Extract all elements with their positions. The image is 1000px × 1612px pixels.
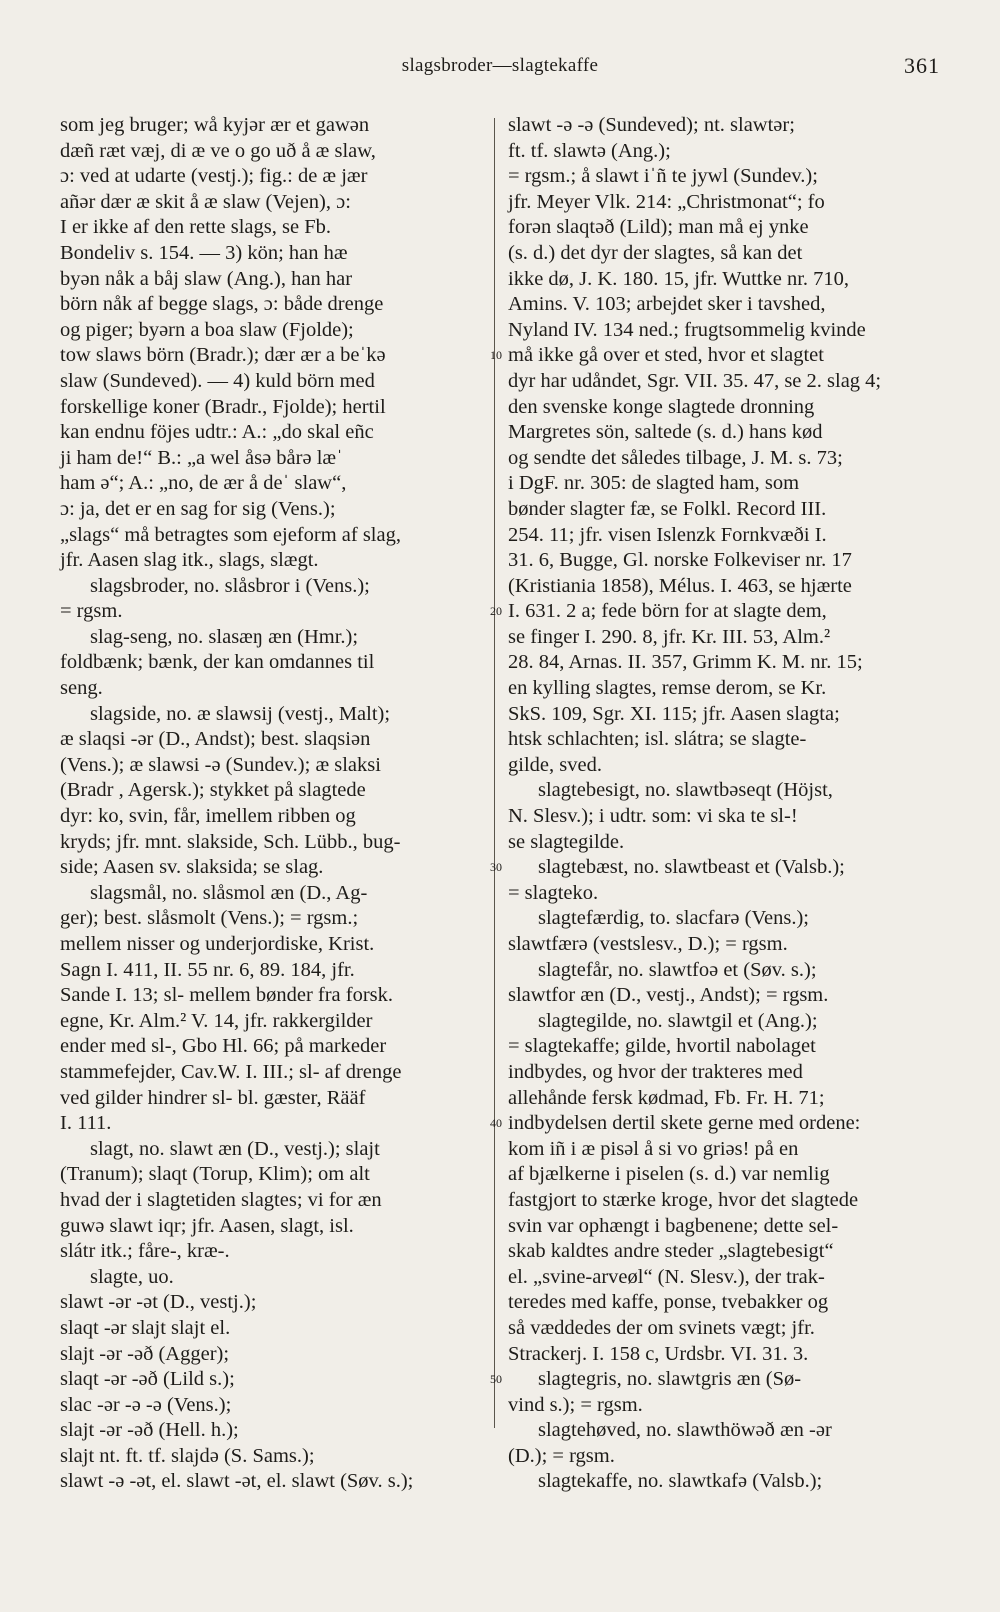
text-line: teredes med kaffe, ponse, tvebakker og — [508, 1291, 829, 1314]
text-line: af bjælkerne i piselen (s. d.) var nemlig — [508, 1163, 830, 1186]
text-line: = slagtekaffe; gilde, hvortil nabolaget — [508, 1035, 816, 1058]
text-line: slawtfærə (vestslesv., D.); = rgsm. — [508, 933, 788, 955]
text-line: Amins. V. 103; arbejdet sker i tavshed, — [508, 293, 826, 316]
text-line: forən slaqtəð (Lild); man må ej ynke — [508, 216, 809, 239]
text-line: dæñ ræt væj, di æ ve o go uð å æ slaw, — [60, 139, 376, 162]
text-line: kom iñ i æ pisəl å si vo griəs! på en — [508, 1137, 799, 1160]
running-head: slagsbroder—slagtekaffe — [401, 55, 599, 76]
text-line: se finger I. 290. 8, jfr. Kr. III. 53, Alm.² — [508, 625, 831, 648]
text-line: el. „svine-arveøl“ (N. Slesv.), der trak- — [508, 1265, 825, 1288]
text-line: = rgsm. — [60, 600, 123, 623]
text-line: (Kristiania 1858), Mélus. I. 463, se hjærte — [508, 574, 852, 597]
text-line: slajt nt. ft. tf. slajdə (S. Sams.); — [60, 1444, 315, 1467]
text-line: slagside, no. æ slawsij (vestj., Malt); — [90, 702, 391, 725]
line-number: 10 — [490, 348, 502, 363]
line-number: 20 — [490, 604, 502, 619]
text-line: slagsmål, no. slåsmol æn (D., Ag- — [90, 881, 368, 904]
text-line: mellem nisser og underjordiske, Krist. — [60, 933, 375, 955]
text-line: Strackerj. I. 158 c, Urdsbr. VI. 31. 3. — [508, 1342, 809, 1365]
text-line: slag-seng, no. slasæŋ æn (Hmr.); — [90, 625, 359, 648]
text-line: (D.); = rgsm. — [508, 1444, 615, 1467]
text-line: så væddedes der om svinets vægt; jfr. — [508, 1316, 815, 1339]
text-line: indbydelsen dertil skete gerne med ordene: — [508, 1112, 861, 1135]
text-line: ɔ: ved at udarte (vestj.); fig.: de æ jær — [60, 165, 368, 188]
text-line: allehånde fersk kødmad, Fb. Fr. H. 71; — [508, 1086, 825, 1109]
text-line: vind s.); = rgsm. — [508, 1393, 643, 1416]
text-line: slagtebæst, no. slawtbeast et (Valsb.); — [538, 856, 845, 879]
text-line: seng. — [60, 677, 103, 700]
text-line: indbydes, og hvor der trakteres med — [508, 1060, 803, 1083]
text-line: slagt, no. slawt æn (D., vestj.); slajt — [90, 1137, 380, 1160]
text-line: ham ə“; A.: „no, de ær å deˈ slaw“, — [60, 472, 347, 495]
text-line: SkS. 109, Sgr. XI. 115; jfr. Aasen slagta; — [508, 702, 840, 725]
text-line: slaqt -ər slajt slajt el. — [60, 1316, 231, 1339]
text-line: ft. tf. slawtə (Ang.); — [508, 139, 671, 162]
text-line: slawt -ə -ət, el. slawt -ət, el. slawt (Søv. s.); — [60, 1470, 414, 1493]
text-line: tow slaws börn (Bradr.); dær ær a beˈkə — [60, 344, 386, 367]
text-line: stammefejder, Cav.W. I. III.; sl- af drenge — [60, 1060, 402, 1083]
text-line: ikke dø, J. K. 180. 15, jfr. Wuttke nr. 710, — [508, 267, 850, 290]
text-line: Nyland IV. 134 ned.; frugtsommelig kvinde — [508, 318, 866, 341]
right-column — [508, 113, 940, 1495]
text-line: egne, Kr. Alm.² V. 14, jfr. rakkergilder — [60, 1009, 373, 1032]
left-column — [60, 113, 484, 1495]
text-line: ger); best. slåsmolt (Vens.); = rgsm.; — [60, 907, 359, 930]
text-line: htsk schlachten; isl. slátra; se slagte- — [508, 728, 807, 751]
text-line: ji ham de!“ B.: „a wel åsə bårə læˈ — [60, 446, 343, 469]
text-line: slajt -ər -əð (Hell. h.); — [60, 1419, 239, 1442]
text-line: Margretes sön, saltede (s. d.) hans kød — [508, 421, 823, 444]
text-line: I er ikke af den rette slags, se Fb. — [60, 216, 331, 239]
text-line: gilde, sved. — [508, 753, 602, 776]
text-line: börn nåk af begge slags, ɔ: både drenge — [60, 293, 384, 316]
text-line: slawtfor æn (D., vestj., Andst); = rgsm. — [508, 984, 829, 1007]
text-line: dyr har udåndet, Sgr. VII. 35. 47, se 2. slag 4; — [508, 369, 882, 392]
text-line: byən nåk a båj slaw (Ang.), han har — [60, 267, 353, 290]
text-line: og piger; byərn a boa slaw (Fjolde); — [60, 318, 354, 341]
text-line: og sendte det således tilbage, J. M. s. 73; — [508, 446, 843, 469]
text-line: slagtegilde, no. slawtgil et (Ang.); — [538, 1009, 818, 1032]
text-line: ender med sl-, Gbo Hl. 66; på markeder — [60, 1035, 387, 1058]
page-header — [60, 55, 940, 85]
text-line: slagte, uo. — [90, 1265, 174, 1288]
text-line: slawt -ər -ət (D., vestj.); — [60, 1291, 257, 1314]
text-line: jfr. Meyer Vlk. 214: „Christmonat“; fo — [508, 190, 825, 213]
text-line: 31. 6, Bugge, Gl. norske Folkeviser nr. 17 — [508, 549, 852, 572]
text-line: slac -ər -ə -ə (Vens.); — [60, 1393, 232, 1416]
line-number: 30 — [490, 860, 502, 875]
page-number: 361 — [904, 53, 940, 78]
text-line: (Vens.); æ slawsi -ə (Sundev.); æ slaksi — [60, 753, 381, 776]
line-number-gutter — [484, 113, 508, 1573]
text-line: „slags“ må betragtes som ejeform af slag, — [60, 523, 401, 546]
text-line: den svenske konge slagtede dronning — [508, 395, 815, 418]
text-line: añər dær æ skit å æ slaw (Vejen), ɔ: — [60, 190, 351, 213]
text-line: (Bradr , Agersk.); stykket på slagtede — [60, 779, 366, 802]
text-line: slawt -ə -ə (Sundeved); nt. slawtər; — [508, 114, 795, 136]
text-line: side; Aasen sv. slaksida; se slag. — [60, 856, 324, 879]
text-line: slaw (Sundeved). — 4) kuld börn med — [60, 369, 375, 392]
text-line: som jeg bruger; wå kyjər ær et gawən — [60, 114, 370, 136]
text-line: foldbænk; bænk, der kan omdannes til — [60, 651, 375, 674]
text-line: jfr. Aasen slag itk., slags, slægt. — [60, 549, 319, 572]
text-line: I. 111. — [60, 1112, 112, 1135]
text-line: dyr: ko, svin, får, imellem ribben og — [60, 805, 356, 828]
line-number: 50 — [490, 1372, 502, 1387]
text-line: hvad der i slagtetiden slagtes; vi for æn — [60, 1188, 382, 1211]
text-line: bønder slagter fæ, se Folkl. Record III. — [508, 497, 827, 520]
text-line: ved gilder hindrer sl- bl. gæster, Rääf — [60, 1086, 366, 1109]
text-line: skab kaldtes andre steder „slagtebesigt“ — [508, 1240, 834, 1263]
text-line: I. 631. 2 a; fede börn for at slagte dem, — [508, 600, 827, 623]
text-line: = slagteko. — [508, 881, 599, 904]
text-line: guwə slawt iqr; jfr. Aasen, slagt, isl. — [60, 1214, 354, 1237]
text-line: 28. 84, Arnas. II. 357, Grimm K. M. nr. 15; — [508, 651, 863, 674]
text-line: æ slaqsi -ər (D., Andst); best. slaqsiən — [60, 728, 371, 751]
text-line: N. Slesv.); i udtr. som: vi ska te sl-! — [508, 805, 798, 828]
text-line: kan endnu föjes udtr.: A.: „do skal eñc — [60, 421, 374, 444]
text-line: i DgF. nr. 305: de slagted ham, som — [508, 472, 800, 495]
text-line: slagtebesigt, no. slawtbəseqt (Höjst, — [538, 779, 833, 802]
text-line: (Tranum); slaqt (Torup, Klim); om alt — [60, 1163, 370, 1186]
text-line: må ikke gå over et sted, hvor et slagtet — [508, 344, 824, 367]
text-line: svin var ophængt i bagbenene; dette sel- — [508, 1214, 839, 1237]
text-line: Bondeliv s. 154. — 3) kön; han hæ — [60, 241, 348, 264]
text-line: en kylling slagtes, remse derom, se Kr. — [508, 677, 827, 700]
text-line: ɔ: ja, det er en sag for sig (Vens.); — [60, 497, 336, 520]
text-line: (s. d.) det dyr der slagtes, så kan det — [508, 241, 803, 264]
text-line: slagtekaffe, no. slawtkafə (Valsb.); — [538, 1470, 823, 1493]
text-line: se slagtegilde. — [508, 830, 625, 853]
text-line: slagsbroder, no. slåsbror i (Vens.); — [90, 574, 370, 597]
text-line: slaqt -ər -əð (Lild s.); — [60, 1368, 235, 1391]
text-line: = rgsm.; å slawt iˈñ te jywl (Sundev.); — [508, 165, 818, 188]
text-line: slagtefår, no. slawtfoə et (Søv. s.); — [538, 958, 817, 981]
text-line: kryds; jfr. mnt. slakside, Sch. Lübb., bug- — [60, 830, 401, 853]
text-line: Sande I. 13; sl- mellem bønder fra forsk. — [60, 984, 394, 1007]
text-line: slagtefærdig, to. slacfarə (Vens.); — [538, 907, 809, 930]
text-line: slajt -ər -əð (Agger); — [60, 1342, 230, 1365]
text-line: slagtehøved, no. slawthöwəð æn -ər — [538, 1419, 832, 1442]
line-number: 40 — [490, 1116, 502, 1131]
text-line: slátr itk.; fåre-, kræ-. — [60, 1240, 230, 1263]
text-line: forskellige koner (Bradr., Fjolde); hertil — [60, 395, 386, 418]
text-line: fastgjort to stærke kroge, hvor det slagtede — [508, 1188, 859, 1211]
text-line: slagtegris, no. slawtgris æn (Sø- — [538, 1368, 802, 1391]
text-line: Sagn I. 411, II. 55 nr. 6, 89. 184, jfr. — [60, 958, 355, 981]
text-line: 254. 11; jfr. visen Islenzk Fornkvæði I. — [508, 523, 827, 546]
